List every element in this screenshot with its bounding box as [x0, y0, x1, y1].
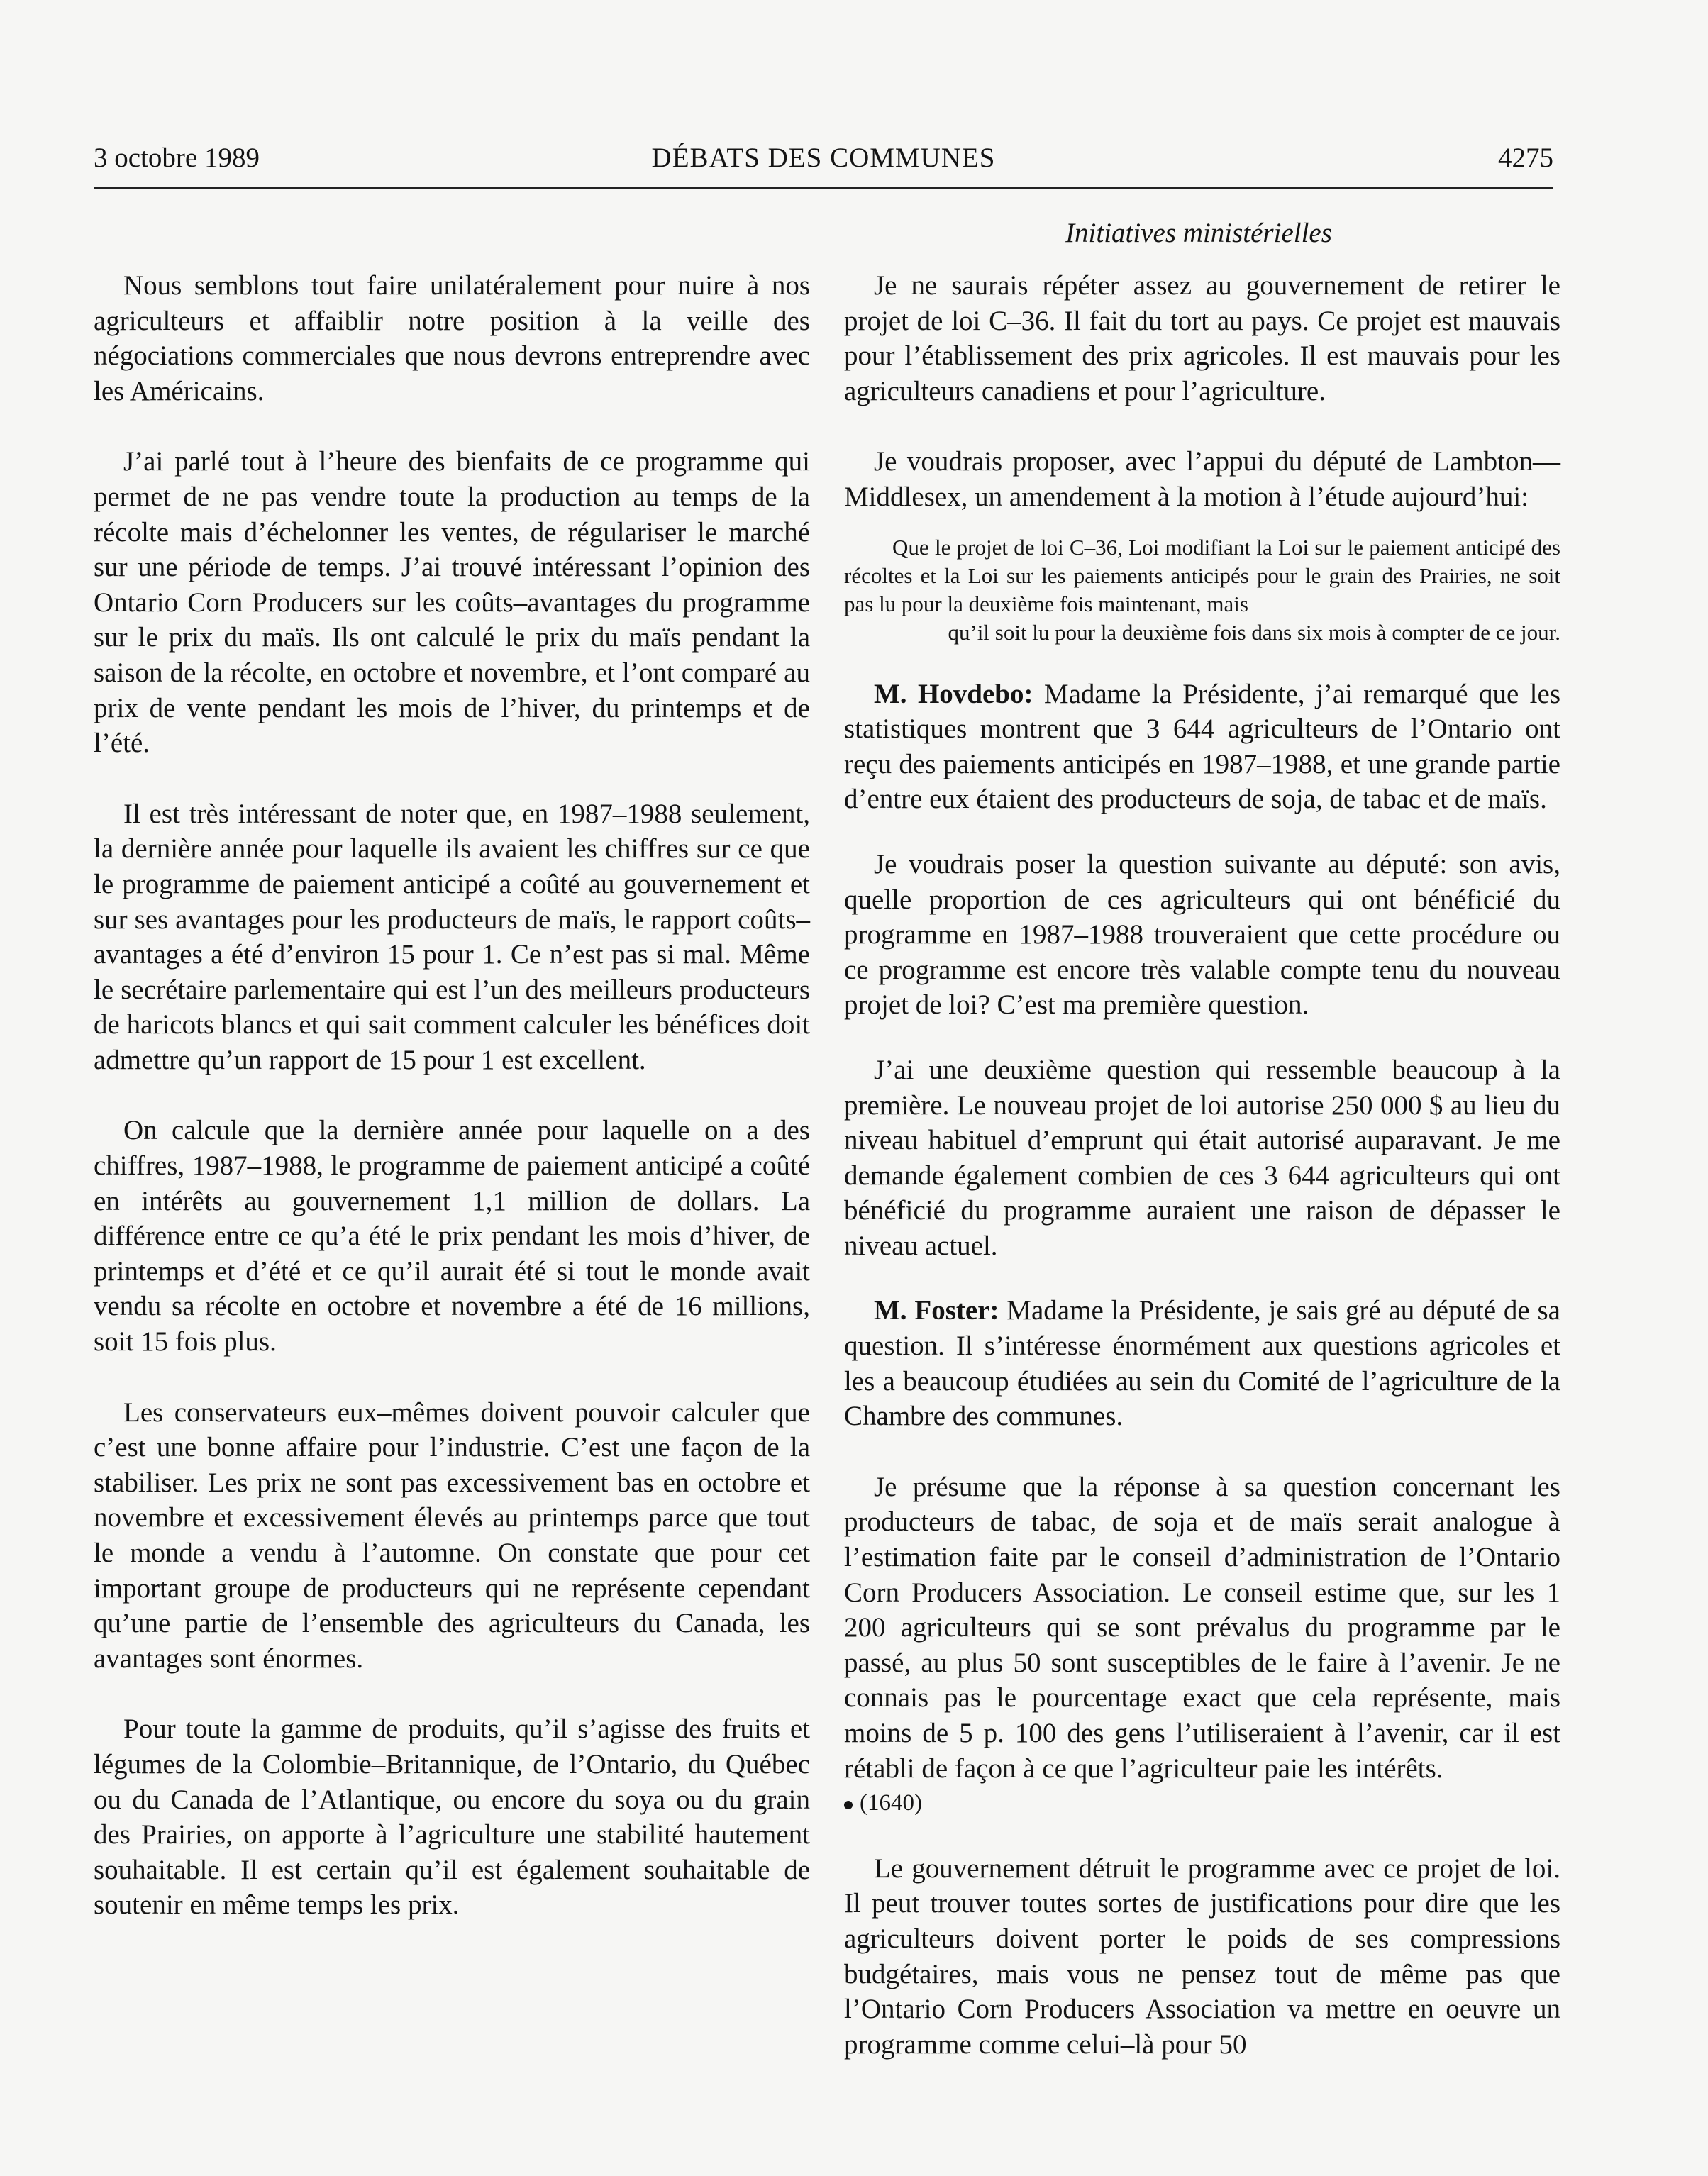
speaker-name: M. Hovdebo: — [874, 678, 1033, 709]
page-header — [94, 142, 1553, 189]
paragraph: Le gouvernement détruit le programme avec ce projet de loi. Il peut trouver toutes sortes de justifications pour dire que les agriculteurs doivent porter le poids de ses compressions budgétaires, mais vous ne pensez tout de même pas que l’Ontario Corn Producers Association va mettre en oeuvre un programme comme celui–là pour 50 — [844, 1853, 1560, 2060]
paragraph: Je présume que la réponse à sa question concernant les producteurs de tabac, de soja et de maïs serait analogue à l’estimation faite par le conseil d’administration de l’Ontario Corn Producers Association. Le conseil estime que, sur les 1 200 agriculteurs qui se sont prévalus du programme par le passé, au plus 50 sont susceptibles de le faire à l’avenir. Je ne connais pas le pourcentage exact que cela représente, mais moins de 5 p. 100 des gens l’utiliseraient à l’avenir, car il est rétabli de façon à ce que l’agriculteur paie les intérêts. — [844, 1471, 1560, 1784]
paragraph: On calcule que la dernière année pour laquelle on a des chiffres, 1987–1988, le programme de paiement anticipé a coûté en intérêts au gouvernement 1,1 million de dollars. La différence entre ce qu’a été le prix pendant les mois d’hiver, de printemps et d’été et ce qu’il aurait été si tout le monde avait vendu sa récolte en octobre et novembre a été de 16 millions, soit 15 fois plus. — [94, 1115, 810, 1358]
header-date: 3 octobre 1989 — [94, 143, 260, 173]
paragraph: Je voudrais proposer, avec l’appui du député de Lambton—Middlesex, un amendement à la motion à l’étude aujourd’hui: — [844, 446, 1560, 512]
paragraph: Je ne saurais répéter assez au gouvernement de retirer le projet de loi C–36. Il fait du tort au pays. Ce projet est mauvais pour l’établissement des prix agricoles. Il est mauvais pour les agriculteurs canadiens et pour l’agriculture. — [844, 270, 1560, 406]
left-column — [94, 268, 810, 1923]
paragraph: Il est très intéressant de noter que, en 1987–1988 seulement, la dernière année pour laquelle ils avaient les chiffres sur ce que le programme de paiement anticipé a coûté au gouvernement et sur ses avantages pour les producteurs de maïs, le rapport coûts–avantages a été d’environ 15 pour 1. Ce n’est pas si mal. Même le secrétaire parlementaire qui est l’un des meilleurs producteurs de haricots blancs et qui sait comment calculer les bénéfices doit admettre qu’un rapport de 15 pour 1 est excellent. — [94, 798, 810, 1075]
speech-text: Madame la Présidente, j’ai remarqué que les statistiques montrent que 3 644 agriculteurs de l’Ontario ont reçu des paiements anticipés en 1987–1988, et une grande partie d’entre eux étaient des producteurs de soja, de tabac et de maïs. — [844, 678, 1560, 815]
paragraph: Pour toute la gamme de produits, qu’il s’agisse des fruits et légumes de la Colombie–Britannique, de l’Ontario, du Québec ou du Canada de l’Atlantique, ou encore du soya ou du grain des Prairies, on apporte à l’agriculture une stabilité hautement souhaitable. Il est certain qu’il est également souhaitable de soutenir en même temps les prix. — [94, 1714, 810, 1921]
speaker-name: M. Foster: — [874, 1295, 999, 1326]
speech-paragraph — [844, 1293, 1560, 1433]
paragraph: J’ai une deuxième question qui ressemble beaucoup à la première. Le nouveau projet de loi autorise 250 000 $ au lieu du niveau habituel d’emprunt qui était autorisé auparavant. Je me demande également combien de ces 3 644 agriculteurs qui ont bénéficié du programme auraient une raison de dépasser le niveau actuel. — [844, 1054, 1560, 1261]
bullet-icon — [844, 1801, 853, 1809]
speech-text: Madame la Présidente, je sais gré au député de sa question. Il s’intéresse énormément aux questions agricoles et les a beaucoup étudiées au sein du Comité de l’agriculture de la Chambre des communes. — [844, 1295, 1560, 1432]
speech-paragraph — [844, 677, 1560, 817]
header-title: DÉBATS DES COMMUNES — [651, 143, 996, 173]
paragraph: Je voudrais poser la question suivante au député: son avis, quelle proportion de ces agriculteurs qui ont bénéficié du programme en 1987–1988 trouveraient que cette procédure ou ce programme est encore très valable compte tenu du nouveau projet de loi? C’est ma première question. — [844, 848, 1560, 1021]
right-column — [844, 268, 1560, 2062]
motion-last-line: qu’il soit lu pour la deuxième fois dans six mois à compter de ce jour. — [948, 619, 1560, 645]
paragraph: Nous semblons tout faire unilatéralement pour nuire à nos agriculteurs et affaiblir notre position à la veille des négociations commerciales que nous devrons entreprendre avec les Américains. — [94, 270, 810, 406]
page-number: 4275 — [1498, 143, 1553, 173]
motion-text — [844, 533, 1560, 647]
timestamp — [844, 1786, 1560, 1821]
motion-body: Que le projet de loi C–36, Loi modifiant la Loi sur le paiement anticipé des récoltes et la Loi sur les paiements anticipés pour le grain des Prairies, ne soit pas lu pour la deuxième fois maintenant, mais — [844, 534, 1560, 616]
paragraph: J’ai parlé tout à l’heure des bienfaits de ce programme qui permet de ne pas vendre toute la production au temps de la récolte mais d’échelonner les ventes, de régulariser le marché sur une période de temps. J’ai trouvé intéressant l’opinion des Ontario Corn Producers sur les coûts–avantages du programme sur le prix du maïs. Ils ont calculé le prix du maïs pendant la saison de la récolte, en octobre et novembre, et l’ont comparé au prix de vente pendant les mois de l’hiver, du printemps et de l’été. — [94, 446, 810, 759]
section-heading: Initiatives ministérielles — [1065, 218, 1332, 248]
timestamp-text: (1640) — [860, 1790, 922, 1816]
paragraph: Les conservateurs eux–mêmes doivent pouvoir calculer que c’est une bonne affaire pour l’industrie. C’est une façon de la stabiliser. Les prix ne sont pas excessivement bas en octobre et novembre et excessivement élevés au printemps parce que tout le monde a vendu à l’automne. On constate que pour cet important groupe de producteurs qui ne représente cependant qu’une partie de l’ensemble des agriculteurs du Canada, les avantages sont énormes. — [94, 1397, 810, 1674]
